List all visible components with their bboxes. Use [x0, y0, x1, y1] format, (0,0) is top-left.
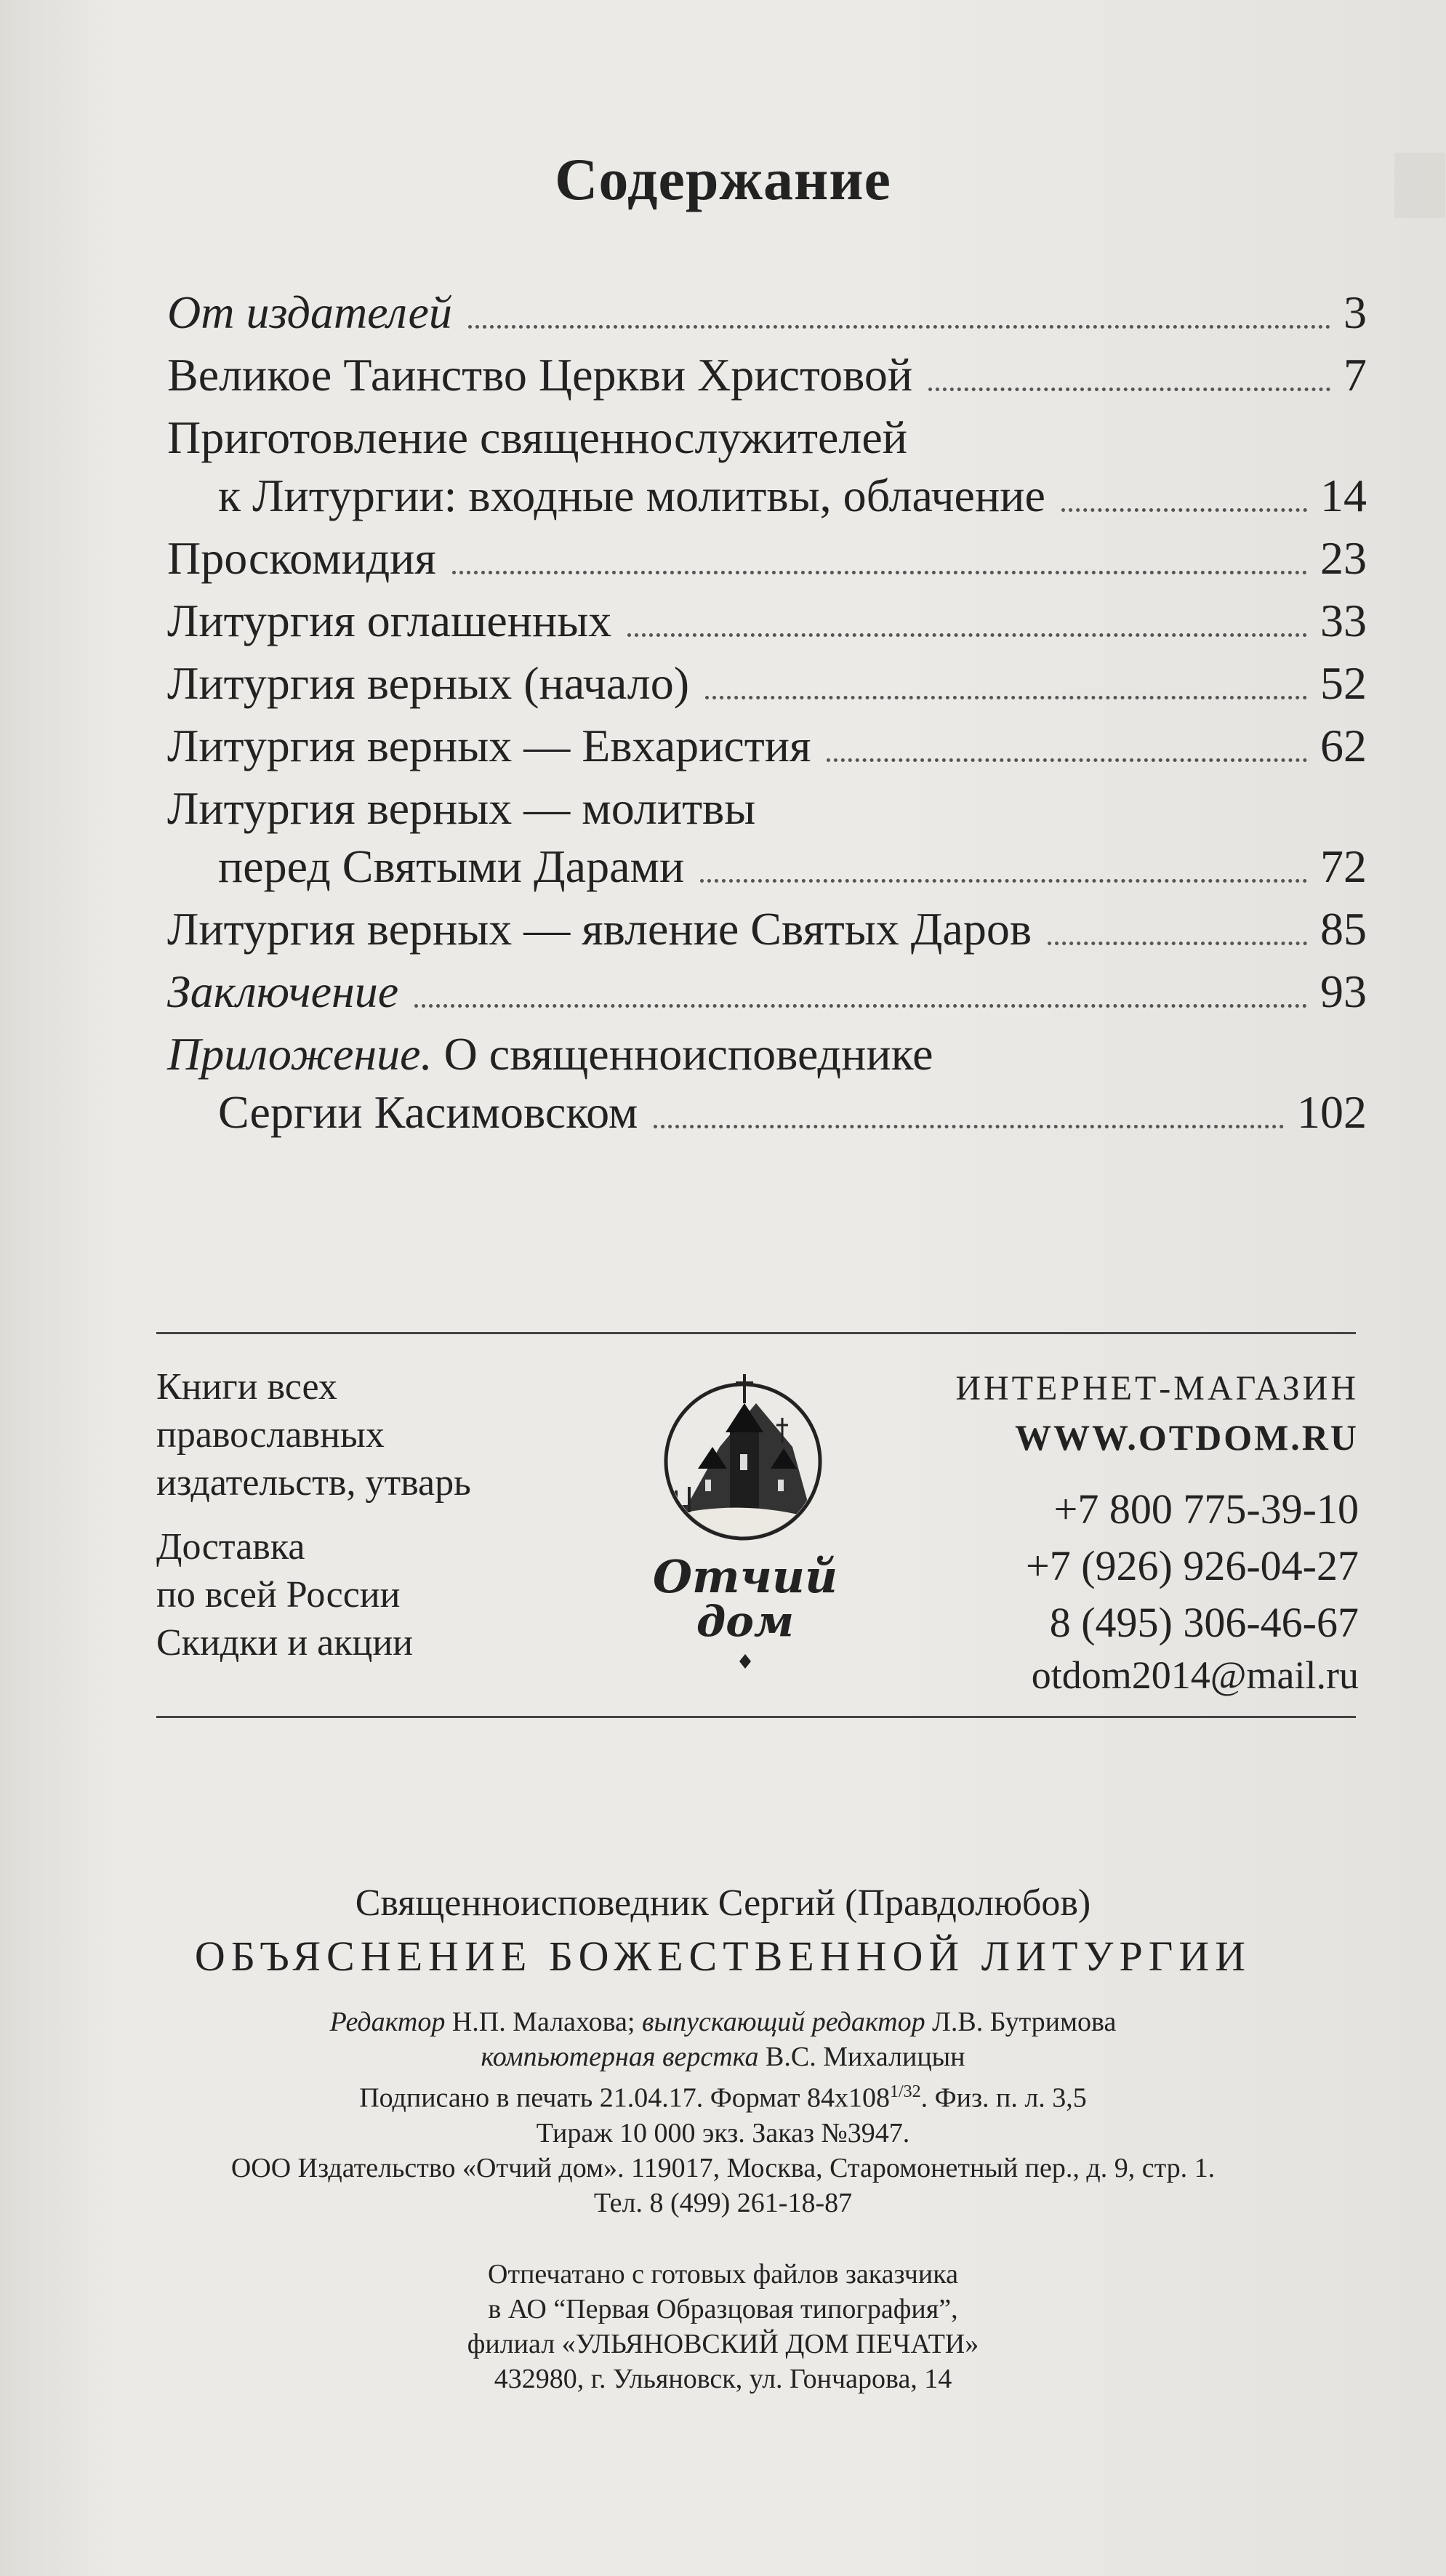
toc-leader-dots: [468, 325, 1330, 329]
divider-bottom: [156, 1716, 1356, 1718]
toc-heading: Содержание: [555, 146, 891, 212]
layout-label: компьютерная верстка: [481, 2042, 759, 2072]
sheets-text: . Физ. п. л. 3,5: [920, 2082, 1087, 2114]
editor-label: Редактор: [329, 2007, 446, 2037]
toc-entry-page: 62: [1320, 720, 1367, 771]
shop-label: ИНТЕРНЕТ-МАГАЗИН: [955, 1369, 1359, 1408]
toc-entry: [167, 779, 1367, 896]
toc-entry: [167, 592, 1367, 650]
signed-line: [0, 2074, 1446, 2116]
toc-entry: [167, 654, 1367, 713]
toc-entry: [167, 717, 1367, 775]
book-author: Священноисповедник Сергий (Правдолюбов): [355, 1882, 1091, 1924]
toc-entry-page: 102: [1297, 1086, 1367, 1138]
layout-name: В.С. Михалицын: [758, 2042, 965, 2072]
ad-left-text: [156, 1363, 471, 1667]
print-run-line: Тираж 10 000 экз. Заказ №3947.: [536, 2117, 910, 2148]
toc-leader-dots: [1048, 942, 1307, 945]
toc-entry-page: 93: [1320, 966, 1367, 1017]
format-fraction: 1/32: [889, 2082, 921, 2101]
ad-discount-line: Скидки и акции: [156, 1622, 413, 1664]
ad-delivery-line: по всей России: [156, 1574, 401, 1616]
toc-leader-dots: [1061, 508, 1307, 512]
toc-entry-title-line1: Приготовление священнослужителей: [167, 412, 907, 463]
toc-entry: [167, 346, 1367, 404]
toc-entry-page: 72: [1320, 840, 1367, 892]
editor-name: Н.П. Малахова;: [445, 2007, 642, 2037]
release-editor-label: выпускающий редактор: [641, 2007, 925, 2037]
table-of-contents: [167, 284, 1367, 1141]
toc-entry: [167, 900, 1367, 958]
signed-text: Подписано в печать 21.04.17. Формат 84x108: [359, 2082, 890, 2114]
ad-books-line: Книги всех: [156, 1366, 337, 1408]
toc-leader-dots: [654, 1125, 1284, 1128]
toc-entry-title: перед Святыми Дарами: [218, 840, 685, 892]
toc-entry-page: 52: [1320, 657, 1367, 709]
phone-number: +7 (926) 926-04-27: [1026, 1542, 1359, 1589]
toc-entry-title: Литургия верных — явление Святых Даров: [167, 903, 1032, 955]
toc-entry-title: Сергии Касимовском: [218, 1086, 638, 1138]
toc-leader-dots: [700, 879, 1307, 883]
toc-leader-dots: [928, 388, 1330, 391]
toc-entry-title: Заключение: [167, 966, 399, 1017]
toc-entry: [167, 1025, 1367, 1141]
toc-leader-dots: [705, 696, 1307, 699]
layout-line: [0, 2039, 1446, 2074]
toc-entry-title: От издателей: [167, 286, 452, 338]
release-editor-name: Л.В. Бутримова: [925, 2007, 1117, 2037]
toc-leader-dots: [827, 758, 1307, 762]
toc-entry-title: Литургия верных — Евхаристия: [167, 720, 811, 771]
toc-leader-dots: [414, 1004, 1307, 1008]
toc-entry-page: 3: [1343, 286, 1367, 338]
ad-delivery-line: Доставка: [156, 1526, 305, 1568]
otchiy-dom-logo: [654, 1360, 836, 1687]
publisher-phone: Тел. 8 (499) 261-18-87: [593, 2187, 853, 2218]
toc-entry-title-italic: Приложение.: [167, 1028, 433, 1080]
ad-books-line: издательств, утварь: [156, 1462, 471, 1504]
toc-entry-page: 85: [1320, 903, 1367, 955]
printer-address: 432980, г. Ульяновск, ул. Гончарова, 14: [494, 2363, 952, 2394]
toc-entry: [167, 409, 1367, 525]
contact-email: otdom2014@mail.ru: [1031, 1653, 1359, 1697]
phone-number: 8 (495) 306-46-67: [1049, 1599, 1359, 1646]
printer-line: филиал «УЛЬЯНОВСКИЙ ДОМ ПЕЧАТИ»: [467, 2328, 979, 2359]
toc-entry-title: Литургия оглашенных: [167, 595, 612, 646]
toc-entry-page: 23: [1320, 532, 1367, 584]
toc-entry-title-line1: Литургия верных — молитвы: [167, 782, 756, 834]
editor-line: [0, 2005, 1446, 2039]
book-title: ОБЪЯСНЕНИЕ БОЖЕСТВЕННОЙ ЛИТУРГИИ: [194, 1933, 1252, 1980]
toc-leader-dots: [627, 633, 1307, 637]
toc-entry-title: Литургия верных (начало): [167, 657, 690, 709]
toc-entry-title-rest: О священноисповеднике: [432, 1028, 933, 1080]
divider-top: [156, 1332, 1356, 1334]
printer-line: в АО “Первая Образцовая типография”,: [488, 2293, 958, 2324]
toc-entry-page: 33: [1320, 595, 1367, 646]
toc-entry-page: 14: [1320, 470, 1367, 521]
toc-entry-page: 7: [1343, 349, 1367, 401]
publisher-line: ООО Издательство «Отчий дом». 119017, Москва, Старомонетный пер., д. 9, стр. 1.: [230, 2152, 1216, 2183]
toc-entry-title: Проскомидия: [167, 532, 436, 584]
logo-text-2: дом: [696, 1597, 795, 1646]
shop-website: WWW.OTDOM.RU: [1014, 1417, 1359, 1458]
toc-entry-title: Великое Таинство Церкви Христовой: [167, 349, 913, 401]
toc-entry-title-line1: [167, 1025, 1367, 1083]
church-icon: [654, 1360, 836, 1687]
logo-text-1: Отчий: [654, 1550, 836, 1603]
ad-books-line: православных: [156, 1414, 385, 1456]
toc-entry: [167, 284, 1367, 342]
phone-number: +7 800 775-39-10: [1053, 1485, 1359, 1533]
toc-entry-title: к Литургии: входные молитвы, облачение: [218, 470, 1045, 521]
toc-entry: [167, 963, 1367, 1021]
toc-entry: [167, 529, 1367, 587]
toc-leader-dots: [452, 571, 1307, 574]
ad-contacts: [955, 1363, 1359, 1699]
printer-line: Отпечатано с готовых файлов заказчика: [488, 2258, 958, 2290]
imprint-block: [0, 1879, 1446, 2396]
